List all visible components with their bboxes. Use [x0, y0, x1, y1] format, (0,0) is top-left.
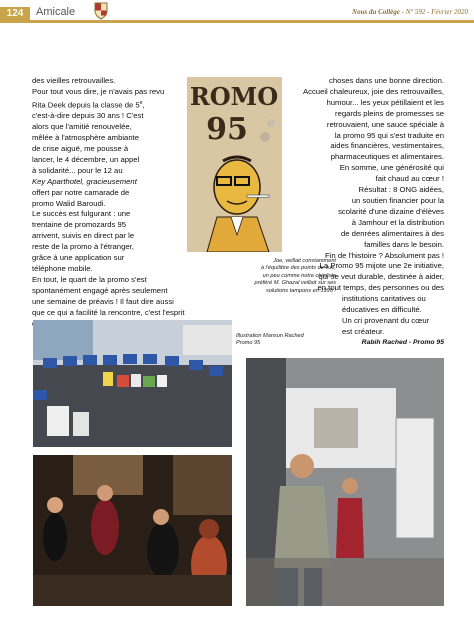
article-right-column [248, 76, 444, 349]
school-crest-icon [94, 2, 108, 20]
paragraph-line: grâce à une application sur [32, 253, 125, 263]
paragraph-line: reste de la promo à l'étranger, [32, 242, 134, 252]
page-header [0, 0, 474, 28]
paragraph-line: aides financières, vestimentaires, [330, 141, 444, 151]
paragraph-line: Le succès est fulgurant : une [32, 209, 131, 219]
paragraph-line: un soutien financier pour la [351, 195, 444, 205]
paragraph-line: Résultat : 8 ONG aidées, [358, 185, 444, 195]
paragraph-line: de denrées alimentaires à des [341, 228, 444, 238]
paragraph-line: promo Walid Baroudi. [32, 198, 106, 208]
caption-line: à l'équilibre des points de vue, [260, 265, 336, 272]
paragraph-line: téléphone mobile. [32, 263, 93, 273]
paragraph-line: une semaine de préavis ! Il faut dire aussi [32, 296, 174, 306]
paragraph-line: En somme, une générosité qui [339, 163, 444, 173]
paragraph-line: qui se veut durable, destinée à aider, [318, 272, 444, 282]
paragraph-line: offert par notre camarade de [32, 187, 130, 197]
paragraph-line: Key Aparthotel, gracieusement [32, 176, 137, 186]
paragraph-line: éducatives en difficulté. [342, 305, 422, 315]
caption-line: Joe, veillait constamment [273, 258, 336, 264]
issue-number: - N° 592 - Février 2020 [401, 8, 468, 16]
paragraph-line: de crise aiguë, me pousse à [32, 144, 129, 153]
author-signature: Rabih Rached - Promo 95 [361, 338, 444, 346]
paragraph-line: arrivent, suivis en direct par le [32, 231, 135, 241]
magazine-info [352, 8, 468, 16]
paragraph-line: en tout temps, des personnes ou des [317, 283, 444, 293]
magazine-name: Nous du Collège [352, 8, 400, 16]
photo-donations-room [33, 320, 232, 447]
paragraph-line: Un cri provenant du cœur [342, 315, 430, 325]
illustration-title-top: ROMO [189, 82, 279, 111]
header-rule [0, 20, 474, 23]
paragraph-line: retrouvaient, une sauce spéciale à [326, 119, 444, 129]
photo-gathering-lounge [33, 455, 232, 606]
caption-line: un peu comme notre chimiste [262, 272, 336, 279]
paragraph-line: Rita Deek depuis la classe de 5e, [32, 99, 145, 110]
paragraph-line: La Promo 95 mijote une 2e initiative, [319, 261, 444, 271]
paragraph-line: des vieilles retrouvailles. [32, 76, 116, 85]
illustration-title-bottom: 95 [206, 112, 248, 147]
paragraph-line: est créateur. [342, 326, 385, 336]
paragraph-line: la promo 95 qui s'est traduite en [334, 130, 444, 140]
paragraph-line: Pour tout vous dire, je n'avais pas revu [32, 86, 165, 96]
caption-line: préféré M. Ghazal veillait sur ses [254, 280, 336, 287]
paragraph-line: familles dans le besoin. [364, 239, 444, 249]
photo-presentation-room [246, 358, 444, 606]
paragraph-line: institutions caritatives ou [342, 294, 426, 304]
closing-lines [342, 294, 444, 338]
paragraph-line: choses dans une bonne direction. [329, 76, 444, 85]
paragraph-line: trentaine de promozards 95 [32, 220, 127, 230]
paragraph-line: alors que l'amitié renouvelée, [32, 122, 132, 132]
paragraph-line: regards pleins de promesses se [335, 108, 444, 118]
paragraph-line: En tout, le quart de la promo s'est [32, 274, 147, 284]
page-number: 124 [0, 7, 30, 21]
credit-line: Illustration Mansun Rached [236, 333, 304, 339]
paragraph-line: spontanément engagé après seulement [32, 285, 168, 295]
paragraph-line: pharmaceutiques et alimentaires. [330, 152, 444, 162]
paragraph-line: scolarité d'une dizaine d'élèves [338, 206, 444, 216]
paragraph-line: fait chaud au cœur ! [375, 174, 444, 184]
section-title: Amicale [36, 6, 76, 18]
credit-line: Promo 95 [236, 340, 261, 347]
paragraph-line: à Jamhour et la distribution [351, 217, 444, 227]
paragraph-line: Fin de l'histoire ? Absolument pas ! [325, 250, 444, 260]
paragraph-line: humour... les yeux pétillaient et les [326, 97, 444, 107]
paragraph-line: c'est-à-dire depuis 30 ans ! C'est [32, 111, 144, 121]
caption-line: solutions tampons en 1995 ! [266, 287, 336, 294]
paragraph-line: à solidarité... pour le 12 au [32, 165, 123, 175]
paragraph-line: Accueil chaleureux, joie des retrouvailles, [302, 86, 444, 96]
paragraph-line: que ce qui a facilité la rencontre, c'est l'esprit [32, 307, 185, 317]
paragraph-line: lancer, le 4 décembre, un appel [32, 154, 140, 164]
paragraph-line: mêlée à l'atmosphère ambiante [32, 133, 140, 143]
